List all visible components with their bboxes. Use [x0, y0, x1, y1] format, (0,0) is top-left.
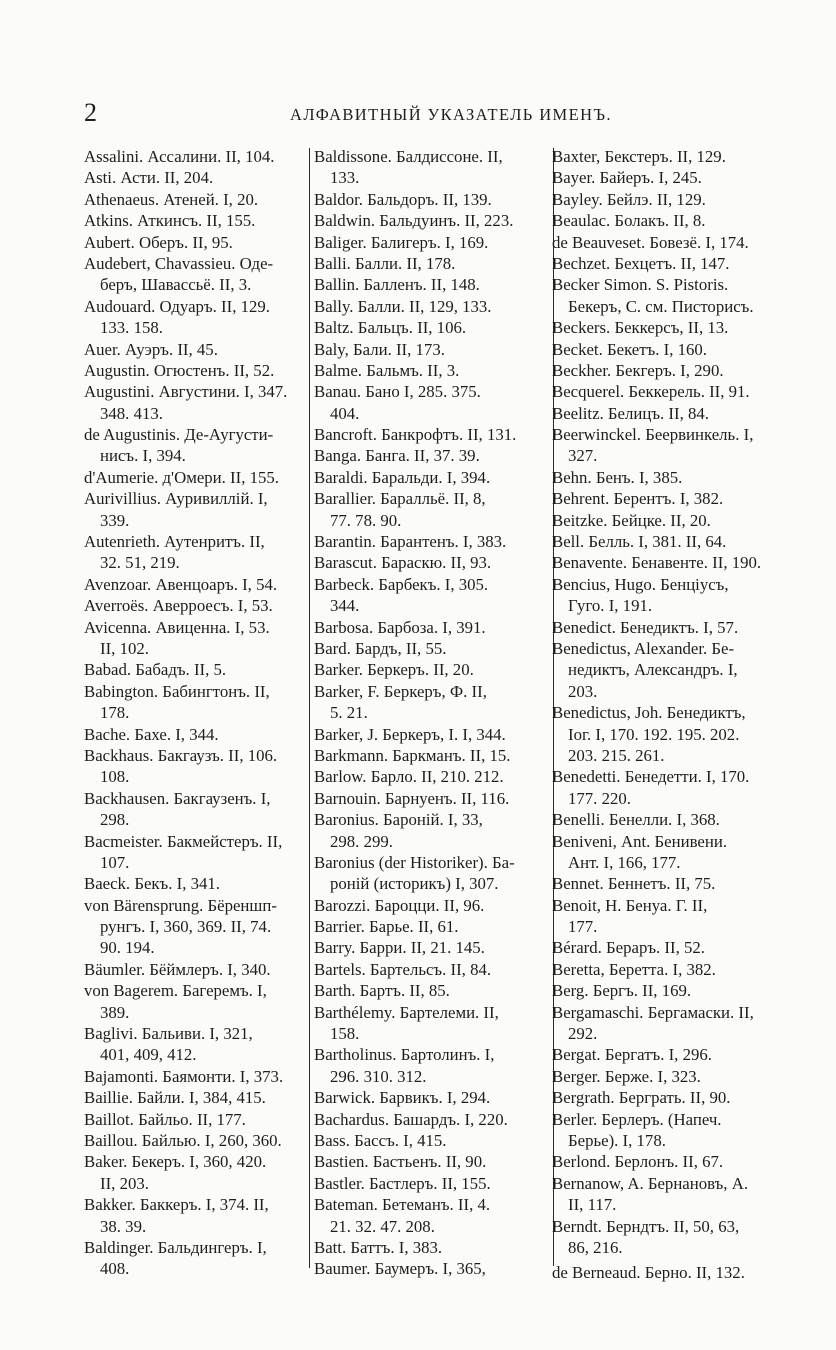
index-entry-continuation: 133.: [330, 168, 360, 188]
index-entry-continuation: 177. 220.: [568, 788, 631, 808]
index-column-3: [552, 146, 782, 1284]
index-entry-continuation: недиктъ, Александръ. I,: [568, 660, 738, 680]
index-entry: Baillie. Байли. I, 384, 415.: [84, 1088, 266, 1108]
index-entry: Bass. Бассъ. I, 415.: [314, 1130, 447, 1150]
index-entry: d'Aumerie. д'Омери. II, 155.: [84, 467, 279, 487]
index-entry-continuation: 38. 39.: [100, 1216, 147, 1236]
index-entry-continuation: Бекеръ, С. см. Писторисъ.: [568, 296, 754, 316]
index-entry: Beaulac. Болакъ. II, 8.: [552, 211, 706, 231]
index-entry: Baraldi. Баральди. I, 394.: [314, 467, 491, 487]
index-entry-continuation: 404.: [330, 403, 360, 423]
index-entry-continuation: 158.: [330, 1024, 360, 1044]
index-entry-continuation: 86, 216.: [568, 1237, 623, 1257]
index-entry-continuation: 344.: [330, 596, 360, 616]
index-entry: Baeck. Бекъ. I, 341.: [84, 874, 220, 894]
index-entry: Baltz. Бальцъ. II, 106.: [314, 318, 467, 338]
index-entry: Baglivi. Бальиви. I, 321,: [84, 1024, 253, 1044]
index-entry: Banau. Бано I, 285. 375.: [314, 382, 481, 402]
index-entry: Bechzet. Бехцетъ. II, 147.: [552, 253, 730, 273]
index-entry: Bergamaschi. Бергамаски. II,: [552, 1002, 754, 1022]
index-entry: Berlond. Берлонъ. II, 67.: [552, 1152, 724, 1172]
index-entry: Beckher. Бекгеръ. I, 290.: [552, 360, 724, 380]
index-entry-continuation: Гуго. I, 191.: [568, 596, 653, 616]
index-entry: Behrent. Берентъ. I, 382.: [552, 489, 724, 509]
index-entry-continuation: II, 203.: [100, 1173, 149, 1193]
index-entry: Benedictus, Joh. Бенедиктъ,: [552, 703, 746, 723]
index-entry-continuation: 408.: [100, 1259, 130, 1279]
index-entry: Berler. Берлеръ. (Напеч.: [552, 1109, 722, 1129]
index-entry: Barkmann. Баркманъ. II, 15.: [314, 745, 511, 765]
index-entry: Balme. Бальмъ. II, 3.: [314, 360, 460, 380]
index-entry: Barnouin. Барнуенъ. II, 116.: [314, 788, 510, 808]
index-entry: Baxter, Бекстеръ. II, 129.: [552, 147, 726, 166]
index-entry: Berndt. Берндтъ. II, 50, 63,: [552, 1216, 740, 1236]
index-entry: Barthélemy. Бартелеми. II,: [314, 1002, 499, 1022]
index-entry: Berger. Берже. I, 323.: [552, 1066, 701, 1086]
index-entry: Baillou. Байлью. I, 260, 360.: [84, 1130, 282, 1150]
index-entry: Baronius (der Historiker). Ба-: [314, 852, 515, 872]
index-entry: Bally. Балли. II, 129, 133.: [314, 296, 492, 316]
index-entry: Athenaeus. Атеней. I, 20.: [84, 189, 259, 209]
index-entry: Baronius. Бароній. I, 33,: [314, 810, 483, 830]
index-entry-continuation: 107.: [100, 852, 130, 872]
index-entry-continuation: 339.: [100, 510, 130, 530]
index-entry-continuation: 177.: [568, 917, 598, 937]
index-entry: Benoit, H. Бенуа. Г. II,: [552, 895, 708, 915]
index-entry-continuation: 108.: [100, 767, 130, 787]
index-entry: Avenzoar. Авенцоаръ. I, 54.: [84, 574, 278, 594]
index-entry: Baldor. Бальдоръ. II, 139.: [314, 189, 492, 209]
index-entry: Baumer. Баумеръ. I, 365,: [314, 1259, 486, 1279]
index-entry: Bastler. Бастлеръ. II, 155.: [314, 1173, 491, 1193]
index-entry: Ballin. Балленъ. II, 148.: [314, 275, 480, 295]
index-entry: Barascut. Бараскю. II, 93.: [314, 553, 492, 573]
index-entry: de Augustinis. Де-Аугусти-: [84, 425, 274, 445]
index-entry: Baly, Бали. II, 173.: [314, 339, 445, 359]
index-entry-continuation: 203. 215. 261.: [568, 745, 665, 765]
index-entry: Avicenna. Авиценна. I, 53.: [84, 617, 270, 637]
index-entry: Becket. Бекетъ. I, 160.: [552, 339, 707, 359]
index-entry: Audouard. Одуаръ. II, 129.: [84, 296, 270, 316]
index-entry: Benavente. Бенавенте. II, 190.: [552, 553, 762, 573]
index-entry-continuation: 298.: [100, 810, 130, 830]
index-entry-continuation: 133. 158.: [100, 318, 163, 338]
index-entry-continuation: 296. 310. 312.: [330, 1066, 427, 1086]
index-entry: Beretta, Беретта. I, 382.: [552, 959, 716, 979]
index-entry: Banga. Банга. II, 37. 39.: [314, 446, 480, 466]
index-entry: Bachardus. Башардъ. I, 220.: [314, 1109, 508, 1129]
index-entry: Bartholinus. Бартолинъ. I,: [314, 1045, 495, 1065]
index-entry: Baillot. Байльо. II, 177.: [84, 1109, 246, 1129]
index-entry: Barallier. Баралльё. II, 8,: [314, 489, 486, 509]
index-entry: Bayley. Бейлэ. II, 129.: [552, 189, 706, 209]
index-entry: Bache. Бахе. I, 344.: [84, 724, 219, 744]
index-entry: Barantin. Барантенъ. I, 383.: [314, 532, 507, 552]
index-entry: Babington. Бабингтонъ. II,: [84, 681, 270, 701]
index-entry: Bacmeister. Бакмейстеръ. II,: [84, 831, 283, 851]
index-entry: Barlow. Барло. II, 210. 212.: [314, 767, 504, 787]
index-entry: Barth. Бартъ. II, 85.: [314, 981, 450, 1001]
index-entry: Benelli. Бенелли. I, 368.: [552, 810, 720, 830]
index-entry: Beelitz. Белицъ. II, 84.: [552, 403, 709, 423]
index-entry: Barozzi. Бароцци. II, 96.: [314, 895, 485, 915]
index-entry: Bennet. Беннетъ. II, 75.: [552, 874, 716, 894]
index-entry: Aubert. Оберъ. II, 95.: [84, 232, 233, 252]
index-entry-continuation: нисъ. I, 394.: [100, 446, 186, 466]
index-entry-continuation: II, 102.: [100, 638, 149, 658]
index-entry: Bastien. Бастьенъ. II, 90.: [314, 1152, 487, 1172]
index-entry-continuation: 348. 413.: [100, 403, 163, 423]
index-entry: Baldinger. Бальдингеръ. I,: [84, 1237, 267, 1257]
index-entry-continuation: 203.: [568, 681, 598, 701]
index-entry: Beckers. Беккерсъ, II, 13.: [552, 318, 729, 338]
index-entry: Baliger. Балигеръ. I, 169.: [314, 232, 489, 252]
index-entry: Barrier. Барье. II, 61.: [314, 917, 459, 937]
index-entry: Batt. Баттъ. I, 383.: [314, 1237, 443, 1257]
index-entry: Bakker. Баккеръ. I, 374. II,: [84, 1195, 269, 1215]
index-entry: de Berneaud. Берно. II, 132.: [552, 1263, 745, 1283]
index-entry-continuation: роній (историкъ) I, 307.: [330, 874, 499, 894]
index-entry: Bateman. Бетеманъ. II, 4.: [314, 1195, 491, 1215]
index-entry-continuation: 90. 194.: [100, 938, 155, 958]
index-entry: Baldwin. Бальдуинъ. II, 223.: [314, 211, 514, 231]
index-entry-continuation: 292.: [568, 1024, 598, 1044]
index-entry: Berg. Бергъ. II, 169.: [552, 981, 692, 1001]
index-entry-continuation: 327.: [568, 446, 598, 466]
index-entry: Bard. Бардъ, II, 55.: [314, 638, 447, 658]
index-entry: Bäumler. Бёймлеръ. I, 340.: [84, 959, 271, 979]
index-entry: Augustini. Августини. I, 347.: [84, 382, 288, 402]
index-entry: Barker, F. Беркеръ, Ф. II,: [314, 681, 487, 701]
index-entry-continuation: Берье). I, 178.: [568, 1130, 666, 1150]
index-entry: Barbeck. Барбекъ. I, 305.: [314, 574, 489, 594]
index-entry: Audebert, Chavassieu. Оде-: [84, 253, 274, 273]
index-entry-continuation: 77. 78. 90.: [330, 510, 402, 530]
index-entry: Bérard. Бераръ. II, 52.: [552, 938, 705, 958]
index-entry-continuation: рунгъ. I, 360, 369. II, 74.: [100, 917, 272, 937]
index-entry-continuation: 178.: [100, 703, 130, 723]
index-entry-continuation: 401, 409, 412.: [100, 1045, 197, 1065]
index-entry-continuation: Іог. I, 170. 192. 195. 202.: [568, 724, 740, 744]
index-entry: Bartels. Бартельсъ. II, 84.: [314, 959, 492, 979]
index-entry: Bayer. Байеръ. I, 245.: [552, 168, 702, 188]
index-entry-continuation: 5. 21.: [330, 703, 368, 723]
index-entry-continuation: Ант. I, 166, 177.: [568, 852, 681, 872]
index-entry: Atkins. Аткинсъ. II, 155.: [84, 211, 256, 231]
index-column-2: [314, 146, 552, 1280]
index-entry-continuation: беръ, Шавассьё. II, 3.: [100, 275, 252, 295]
index-entry: Backhausen. Бакгаузенъ. I,: [84, 788, 271, 808]
index-entry: Beitzke. Бейцке. II, 20.: [552, 510, 711, 530]
index-entry: Balli. Балли. II, 178.: [314, 253, 456, 273]
index-entry: Benedictus, Alexander. Бе-: [552, 638, 735, 658]
index-entry: Barker, J. Беркеръ, I. I, 344.: [314, 724, 506, 744]
index-entry-continuation: 389.: [100, 1002, 130, 1022]
index-entry: Benedetti. Бенедетти. I, 170.: [552, 767, 750, 787]
index-entry: Babad. Бабадъ. II, 5.: [84, 660, 227, 680]
index-entry: Aurivillius. Ауривиллiй. I,: [84, 489, 268, 509]
index-entry: Becquerel. Беккерель. II, 91.: [552, 382, 750, 402]
index-entry: Baldissone. Балдиссоне. II,: [314, 147, 503, 166]
index-entry: Barry. Барри. II, 21. 145.: [314, 938, 485, 958]
index-entry: Benedict. Бенедиктъ. I, 57.: [552, 617, 739, 637]
index-entry: Bergat. Бергатъ. I, 296.: [552, 1045, 712, 1065]
index-entry: Bajamonti. Баямонти. I, 373.: [84, 1066, 284, 1086]
index-entry-continuation: II, 117.: [568, 1195, 617, 1215]
running-head: АЛФАВИТНЫЙ УКАЗАТЕЛЬ ИМЕНЪ.: [290, 105, 612, 124]
index-entry: Averroës. Аверроесъ. I, 53.: [84, 596, 273, 616]
index-entry: Bergrath. Берграть. II, 90.: [552, 1088, 731, 1108]
index-entry: Backhaus. Бакгаузъ. II, 106.: [84, 745, 278, 765]
index-entry: Beerwinckel. Беервинкель. I,: [552, 425, 754, 445]
index-entry: Baker. Бекеръ. I, 360, 420.: [84, 1152, 267, 1172]
index-entry: Bernanow, A. Бернановъ, А.: [552, 1173, 749, 1193]
page-number: 2: [84, 98, 97, 127]
index-entry: de Beauveset. Бовезё. I, 174.: [552, 232, 749, 252]
index-entry: von Bagerem. Багеремъ. I,: [84, 981, 267, 1001]
index-entry: Bencius, Hugo. Бенціусъ,: [552, 574, 729, 594]
index-entry: Augustin. Огюстенъ. II, 52.: [84, 360, 275, 380]
index-entry: von Bärensprung. Бёреншп-: [84, 895, 277, 915]
index-entry: Behn. Бенъ. I, 385.: [552, 467, 683, 487]
index-column-1: [84, 146, 310, 1280]
index-entry: Barwick. Барвикъ. I, 294.: [314, 1088, 491, 1108]
index-entry: Bancroft. Банкрофтъ. II, 131.: [314, 425, 517, 445]
index-entry: Autenrieth. Аутенритъ. II,: [84, 532, 265, 552]
index-entry-continuation: 32. 51, 219.: [100, 553, 180, 573]
index-entry-continuation: 21. 32. 47. 208.: [330, 1216, 435, 1236]
index-entry: Auer. Ауэръ. II, 45.: [84, 339, 218, 359]
index-entry: Barker. Беркеръ. II, 20.: [314, 660, 474, 680]
index-entry: Barbosa. Барбоза. I, 391.: [314, 617, 486, 637]
index-entry: Becker Simon. S. Pistoris.: [552, 275, 729, 295]
index-entry: Benivenі, Ant. Бенивени.: [552, 831, 728, 851]
index-entry: Assalini. Ассалини. II, 104.: [84, 147, 275, 166]
index-entry: Asti. Асти. II, 204.: [84, 168, 214, 188]
index-entry-continuation: 298. 299.: [330, 831, 393, 851]
index-entry: Bell. Белль. I, 381. II, 64.: [552, 532, 727, 552]
